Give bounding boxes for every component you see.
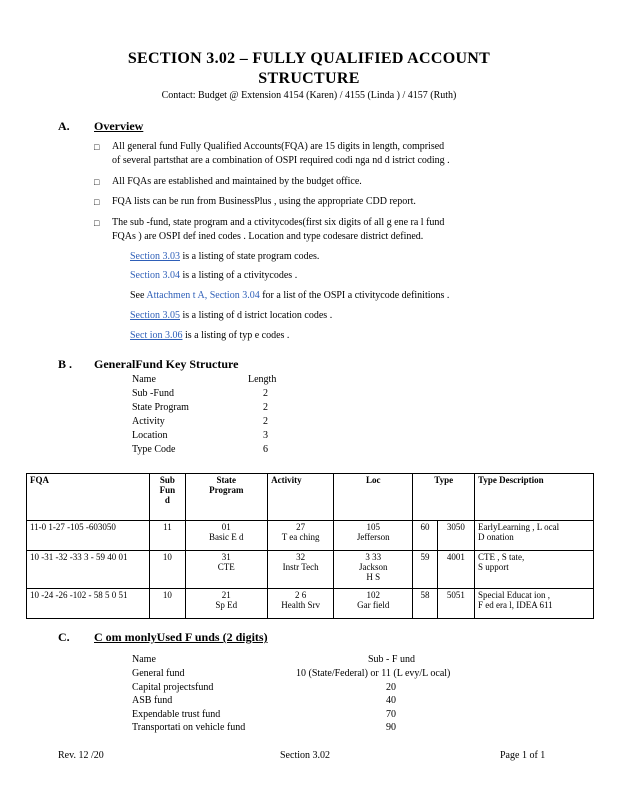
fund-value: 70 <box>386 709 396 720</box>
footer-page-number: Page 1 of 1 <box>500 750 546 761</box>
fund-value: 90 <box>386 722 396 733</box>
overview-bullet-4-line1: The sub -fund, state program and a ctivitycodes(first six digits of all g ene ra l fund <box>112 217 445 228</box>
fund-value: 20 <box>386 682 396 693</box>
ref-row-3-06 <box>130 329 289 343</box>
col-header-type: Type <box>413 474 475 521</box>
col-header-sub-fund: Sub Fun d <box>150 474 185 521</box>
cell-type-b: 4001 <box>437 551 474 589</box>
cell-fqa: 10 -31 -32 -33 3 - 59 40 01 <box>27 551 150 589</box>
cell-sub-fund: 10 <box>150 551 185 589</box>
key-length: 6 <box>263 444 268 455</box>
section-c-heading: C om monlyUsed F unds (2 digits) <box>94 630 268 644</box>
fund-name: Capital projectsfund <box>132 682 214 693</box>
overview-bullet-2: All FQAs are established and maintained by the budget office. <box>112 176 362 187</box>
key-length: 2 <box>263 416 268 427</box>
overview-bullet-1-line2: of several partsthat are a combination of OSPI required codi nga nd d istrict coding . <box>112 155 450 166</box>
cell-activity: 27 T ea ching <box>268 521 334 551</box>
page-title-line2: STRUCTURE <box>258 70 360 87</box>
bullet-icon: □ <box>94 197 100 207</box>
cell-type-description: Special Educat ion , F ed era l, IDEA 611 <box>475 589 594 619</box>
bullet-icon: □ <box>94 142 100 152</box>
section-a-heading: Overview <box>94 119 144 133</box>
key-length: 2 <box>263 402 268 413</box>
cell-type-description: CTE , S tate, S upport <box>475 551 594 589</box>
col-header-fqa: FQA <box>27 474 150 521</box>
cell-fqa: 11-0 1-27 -105 -603050 <box>27 521 150 551</box>
ref-text: is a listing of state program codes. <box>180 251 320 262</box>
cell-state-program: 21 Sp Ed <box>185 589 268 619</box>
page-title-line1: SECTION 3.02 – FULLY QUALIFIED ACCOUNT <box>127 50 491 67</box>
col-header-loc: Loc <box>334 474 413 521</box>
section-3-04-link[interactable]: Section 3.04 <box>130 270 180 281</box>
key-name: Sub -Fund <box>132 388 174 399</box>
fund-name: Expendable trust fund <box>132 709 221 720</box>
key-length: 2 <box>263 388 268 399</box>
fund-value: 40 <box>386 695 396 706</box>
cell-loc: 105 Jefferson <box>334 521 413 551</box>
section-a-letter: A. <box>58 119 70 133</box>
ref-row-3-05 <box>130 309 332 323</box>
ref-text: is a listing of a ctivitycodes . <box>180 270 298 281</box>
cell-sub-fund: 10 <box>150 589 185 619</box>
table-row <box>27 521 594 551</box>
fund-name: Transportati on vehicle fund <box>132 722 246 733</box>
funds-col-name: Name <box>132 654 156 665</box>
fund-value: 10 (State/Federal) or 11 (L evy/L ocal) <box>296 668 451 679</box>
attachment-a-link[interactable]: Attachmen t A, Section 3.04 <box>146 290 260 301</box>
ref-prefix: See <box>130 290 147 301</box>
cell-type-description: EarlyLearning , L ocal D onation <box>475 521 594 551</box>
cell-type-a: 58 <box>413 589 437 619</box>
overview-bullet-1-line1: All general fund Fully Qualified Accounts(FQA) are 15 digits in length, comprised <box>112 141 445 152</box>
cell-state-program: 31 CTE <box>185 551 268 589</box>
fund-name: General fund <box>132 668 185 679</box>
cell-type-a: 59 <box>413 551 437 589</box>
key-name: Type Code <box>132 444 176 455</box>
key-col-length: Length <box>248 374 277 385</box>
fqa-example-table <box>26 473 594 619</box>
key-name: Activity <box>132 416 165 427</box>
key-name: Location <box>132 430 168 441</box>
cell-type-b: 5051 <box>437 589 474 619</box>
col-header-type-description: Type Description <box>475 474 594 521</box>
ref-row-3-03 <box>130 250 319 264</box>
key-col-name: Name <box>132 374 156 385</box>
cell-loc: 3 33 Jackson H S <box>334 551 413 589</box>
section-3-03-link[interactable]: Section 3.03 <box>130 251 180 262</box>
cell-type-a: 60 <box>413 521 437 551</box>
footer-section: Section 3.02 <box>280 750 330 761</box>
bullet-icon: □ <box>94 177 100 187</box>
contact-line: Contact: Budget @ Extension 4154 (Karen) / 4155 (Linda ) / 4157 (Ruth) <box>161 90 457 101</box>
table-header-row <box>27 474 594 521</box>
cell-type-b: 3050 <box>437 521 474 551</box>
ref-row-attachment-a <box>130 289 449 303</box>
ref-text: is a listing of typ e codes . <box>182 330 290 341</box>
footer-revision: Rev. 12 /20 <box>58 750 104 761</box>
section-3-06-link[interactable]: Sect ion 3.06 <box>130 330 183 341</box>
overview-bullet-3: FQA lists can be run from BusinessPlus , using the appropriate CDD report. <box>112 196 416 207</box>
section-3-05-link[interactable]: Section 3.05 <box>130 310 180 321</box>
col-header-state-program: State Program <box>185 474 268 521</box>
funds-col-sub-fund: Sub - F und <box>368 654 415 665</box>
fund-name: ASB fund <box>132 695 173 706</box>
ref-text: for a list of the OSPI a ctivitycode definitions . <box>259 290 450 301</box>
table-row <box>27 551 594 589</box>
section-c-letter: C. <box>58 630 70 644</box>
bullet-icon: □ <box>94 218 100 228</box>
ref-row-3-04 <box>130 269 297 283</box>
table-row <box>27 589 594 619</box>
col-header-activity: Activity <box>268 474 334 521</box>
key-name: State Program <box>132 402 189 413</box>
ref-text: is a listing of d istrict location codes . <box>180 310 333 321</box>
section-b-letter: B . <box>58 357 73 371</box>
key-length: 3 <box>263 430 268 441</box>
overview-bullet-4-line2: FQAs ) are OSPI def ined codes . Location and type codesare district defined. <box>112 231 424 242</box>
cell-sub-fund: 11 <box>150 521 185 551</box>
cell-fqa: 10 -24 -26 -102 - 58 5 0 51 <box>27 589 150 619</box>
cell-activity: 2 6 Health Srv <box>268 589 334 619</box>
section-b-heading: GeneralFund Key Structure <box>94 357 239 371</box>
cell-state-program: 01 Basic E d <box>185 521 268 551</box>
cell-loc: 102 Gar field <box>334 589 413 619</box>
cell-activity: 32 Instr Tech <box>268 551 334 589</box>
